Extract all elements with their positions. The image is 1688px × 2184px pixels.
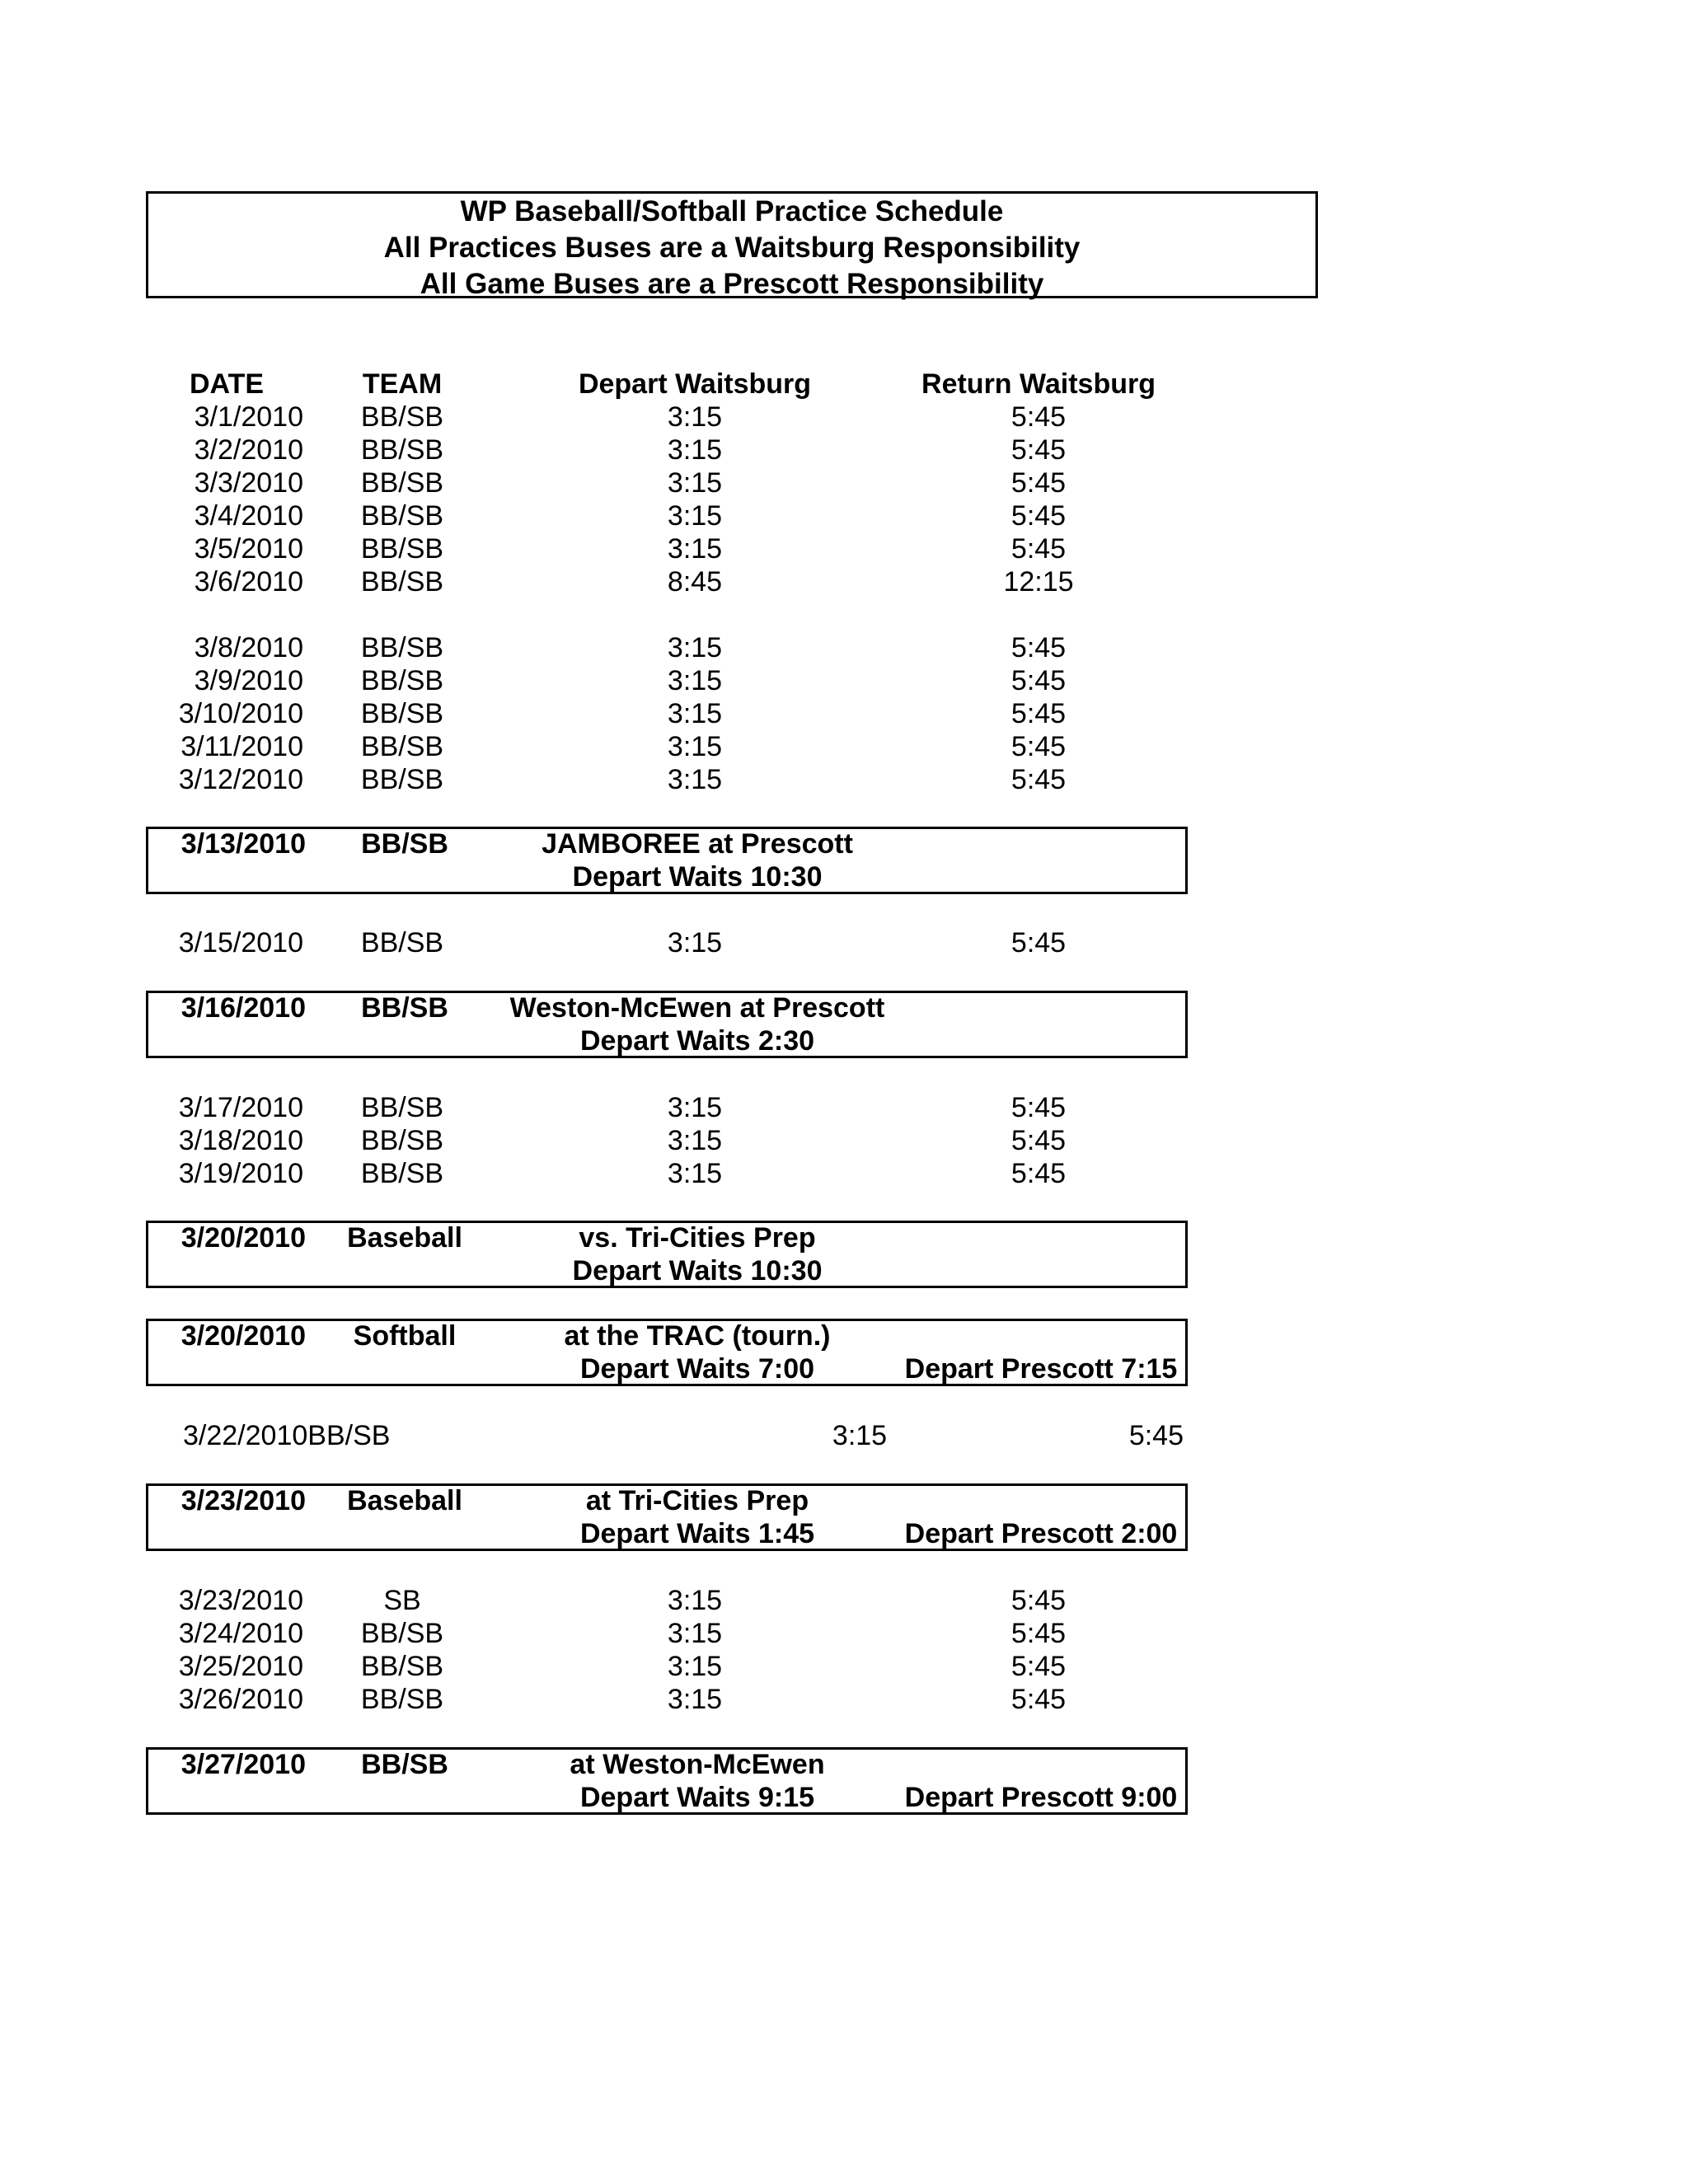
practice-row: [0, 1584, 1688, 1617]
title-line-2: All Practices Buses are a Waitsburg Responsibility: [383, 232, 1081, 264]
event-title: Weston-McEwen at Prescott: [509, 992, 885, 1024]
title-line-3: All Game Buses are a Prescott Responsibility: [420, 268, 1044, 300]
event-prescott-depart: Depart Prescott 2:00: [904, 1518, 1178, 1549]
event-tricities-home: [146, 1221, 1188, 1288]
row-return: 5:45: [1010, 1585, 1067, 1616]
schedule-title-box: [146, 191, 1318, 298]
row-team: BB/SB: [360, 731, 444, 762]
row-depart: 3:15: [667, 1125, 723, 1156]
event-date: 3/13/2010: [181, 828, 306, 860]
row-date: 3/3/2010: [194, 467, 303, 499]
row-date: 3/17/2010: [178, 1092, 303, 1123]
row-date: 3/11/2010: [181, 731, 303, 762]
row-date: 3/10/2010: [178, 698, 303, 729]
row-team: BB/SB: [360, 1125, 444, 1156]
practice-row: [0, 730, 1688, 763]
event-depart: Depart Waits 7:00: [579, 1353, 815, 1385]
event-depart: Depart Waits 10:30: [572, 861, 823, 893]
row-return: 5:45: [1128, 1420, 1184, 1451]
event-date: 3/20/2010: [181, 1222, 306, 1254]
row-return: 5:45: [1010, 1125, 1067, 1156]
practice-row: [0, 1091, 1688, 1124]
row-return: 5:45: [1010, 731, 1067, 762]
row-date-team: [183, 1419, 390, 1452]
row-depart: 3:15: [667, 665, 723, 696]
event-weston-home: [146, 991, 1188, 1058]
row-date: 3/25/2010: [178, 1651, 303, 1682]
row-depart: 3:15: [667, 500, 723, 532]
row-date: 3/9/2010: [194, 665, 303, 696]
event-date: 3/27/2010: [181, 1749, 306, 1780]
row-depart: 3:15: [667, 434, 723, 466]
row-team: BB/SB: [360, 698, 444, 729]
event-title: at Tri-Cities Prep: [585, 1485, 809, 1516]
row-date: 3/19/2010: [178, 1158, 303, 1189]
practice-row: [0, 664, 1688, 697]
row-return: 5:45: [1010, 500, 1067, 532]
practice-row-misaligned: [0, 1419, 1688, 1452]
row-date: 3/1/2010: [194, 401, 303, 433]
row-depart: 3:15: [667, 1651, 723, 1682]
event-title: at the TRAC (tourn.): [564, 1320, 831, 1352]
event-trac: [146, 1319, 1188, 1386]
row-team: BB/SB: [360, 533, 444, 565]
row-date: 3/8/2010: [194, 632, 303, 663]
row-return: 5:45: [1010, 927, 1067, 958]
event-date: 3/20/2010: [181, 1320, 306, 1352]
event-team: Softball: [353, 1320, 457, 1352]
header-depart: Depart Waitsburg: [578, 368, 812, 400]
header-team: TEAM: [362, 368, 443, 400]
row-date: 3/26/2010: [178, 1684, 303, 1715]
title-line-1: WP Baseball/Softball Practice Schedule: [460, 195, 1004, 227]
event-prescott-depart: Depart Prescott 7:15: [904, 1353, 1178, 1385]
row-team: BB/SB: [360, 467, 444, 499]
row-date: 3/5/2010: [194, 533, 303, 565]
row-return: 5:45: [1010, 1158, 1067, 1189]
practice-row: [0, 466, 1688, 499]
row-depart: 3:15: [667, 1684, 723, 1715]
event-team: Baseball: [347, 1222, 462, 1254]
row-team: BB/SB: [360, 1651, 444, 1682]
practice-row: [0, 926, 1688, 959]
practice-row: [0, 565, 1688, 598]
row-depart: 3:15: [667, 1618, 723, 1649]
row-return: 5:45: [1010, 533, 1067, 565]
practice-row: [0, 434, 1688, 466]
row-date: 3/12/2010: [178, 764, 303, 795]
practice-row: [0, 763, 1688, 796]
row-team: SB: [383, 1585, 421, 1616]
row-return: 5:45: [1010, 1092, 1067, 1123]
row-team: BB/SB: [360, 500, 444, 532]
row-depart: 3:15: [667, 698, 723, 729]
row-return: 5:45: [1010, 434, 1067, 466]
row-team: BB/SB: [360, 434, 444, 466]
event-date: 3/16/2010: [181, 992, 306, 1024]
event-team: Baseball: [347, 1485, 462, 1516]
row-team: BB/SB: [360, 1684, 444, 1715]
row-depart: 3:15: [667, 467, 723, 499]
row-depart: 3:15: [667, 764, 723, 795]
practice-row: [0, 631, 1688, 664]
row-depart: 3:15: [667, 632, 723, 663]
row-depart: 3:15: [667, 533, 723, 565]
row-depart: 3:15: [667, 1092, 723, 1123]
row-return: 5:45: [1010, 1618, 1067, 1649]
column-headers: [0, 368, 1688, 401]
practice-row: [0, 1650, 1688, 1683]
practice-row: [0, 697, 1688, 730]
row-team: BB/SB: [360, 764, 444, 795]
event-depart: Depart Waits 10:30: [572, 1255, 823, 1286]
event-depart: Depart Waits 9:15: [579, 1782, 815, 1813]
event-title: JAMBOREE at Prescott: [542, 828, 853, 860]
event-depart: Depart Waits 1:45: [579, 1518, 815, 1549]
row-team: BB/SB: [360, 1618, 444, 1649]
practice-row: [0, 532, 1688, 565]
row-team: BB/SB: [360, 665, 444, 696]
event-team: BB/SB: [361, 992, 448, 1024]
row-team: BB/SB: [307, 1420, 391, 1451]
event-depart: Depart Waits 2:30: [579, 1025, 815, 1057]
row-depart: 8:45: [667, 566, 723, 598]
event-weston-away: [146, 1747, 1188, 1815]
event-team: BB/SB: [361, 828, 448, 860]
row-team: BB/SB: [360, 632, 444, 663]
row-depart: 3:15: [667, 731, 723, 762]
row-date: 3/18/2010: [178, 1125, 303, 1156]
row-depart: 3:15: [832, 1420, 888, 1451]
practice-row: [0, 499, 1688, 532]
row-date: 3/24/2010: [178, 1618, 303, 1649]
practice-row: [0, 1124, 1688, 1157]
row-return: 5:45: [1010, 665, 1067, 696]
header-return: Return Waitsburg: [921, 368, 1156, 400]
row-date: 3/4/2010: [194, 500, 303, 532]
row-team: BB/SB: [360, 401, 444, 433]
practice-row: [0, 1683, 1688, 1716]
row-date: 3/15/2010: [178, 927, 303, 958]
practice-row: [0, 1617, 1688, 1650]
row-date: 3/23/2010: [178, 1585, 303, 1616]
row-team: BB/SB: [360, 1092, 444, 1123]
event-prescott-depart: Depart Prescott 9:00: [904, 1782, 1178, 1813]
row-team: BB/SB: [360, 1158, 444, 1189]
row-depart: 3:15: [667, 401, 723, 433]
event-title: at Weston-McEwen: [570, 1749, 825, 1780]
row-return: 12:15: [1003, 566, 1074, 598]
row-return: 5:45: [1010, 1651, 1067, 1682]
event-date: 3/23/2010: [181, 1485, 306, 1516]
row-return: 5:45: [1010, 1684, 1067, 1715]
row-date: 3/6/2010: [194, 566, 303, 598]
event-team: BB/SB: [361, 1749, 448, 1780]
row-team: BB/SB: [360, 566, 444, 598]
row-return: 5:45: [1010, 401, 1067, 433]
row-return: 5:45: [1010, 764, 1067, 795]
header-date: DATE: [189, 368, 265, 400]
row-team: BB/SB: [360, 927, 444, 958]
row-depart: 3:15: [667, 927, 723, 958]
event-jamboree: [146, 827, 1188, 894]
event-title: vs. Tri-Cities Prep: [579, 1222, 816, 1254]
row-depart: 3:15: [667, 1585, 723, 1616]
row-return: 5:45: [1010, 467, 1067, 499]
row-date: 3/22/2010: [183, 1420, 308, 1451]
practice-row: [0, 401, 1688, 434]
row-return: 5:45: [1010, 698, 1067, 729]
practice-row: [0, 1157, 1688, 1190]
row-depart: 3:15: [667, 1158, 723, 1189]
row-return: 5:45: [1010, 632, 1067, 663]
event-tricities-away: [146, 1483, 1188, 1551]
row-date: 3/2/2010: [194, 434, 303, 466]
